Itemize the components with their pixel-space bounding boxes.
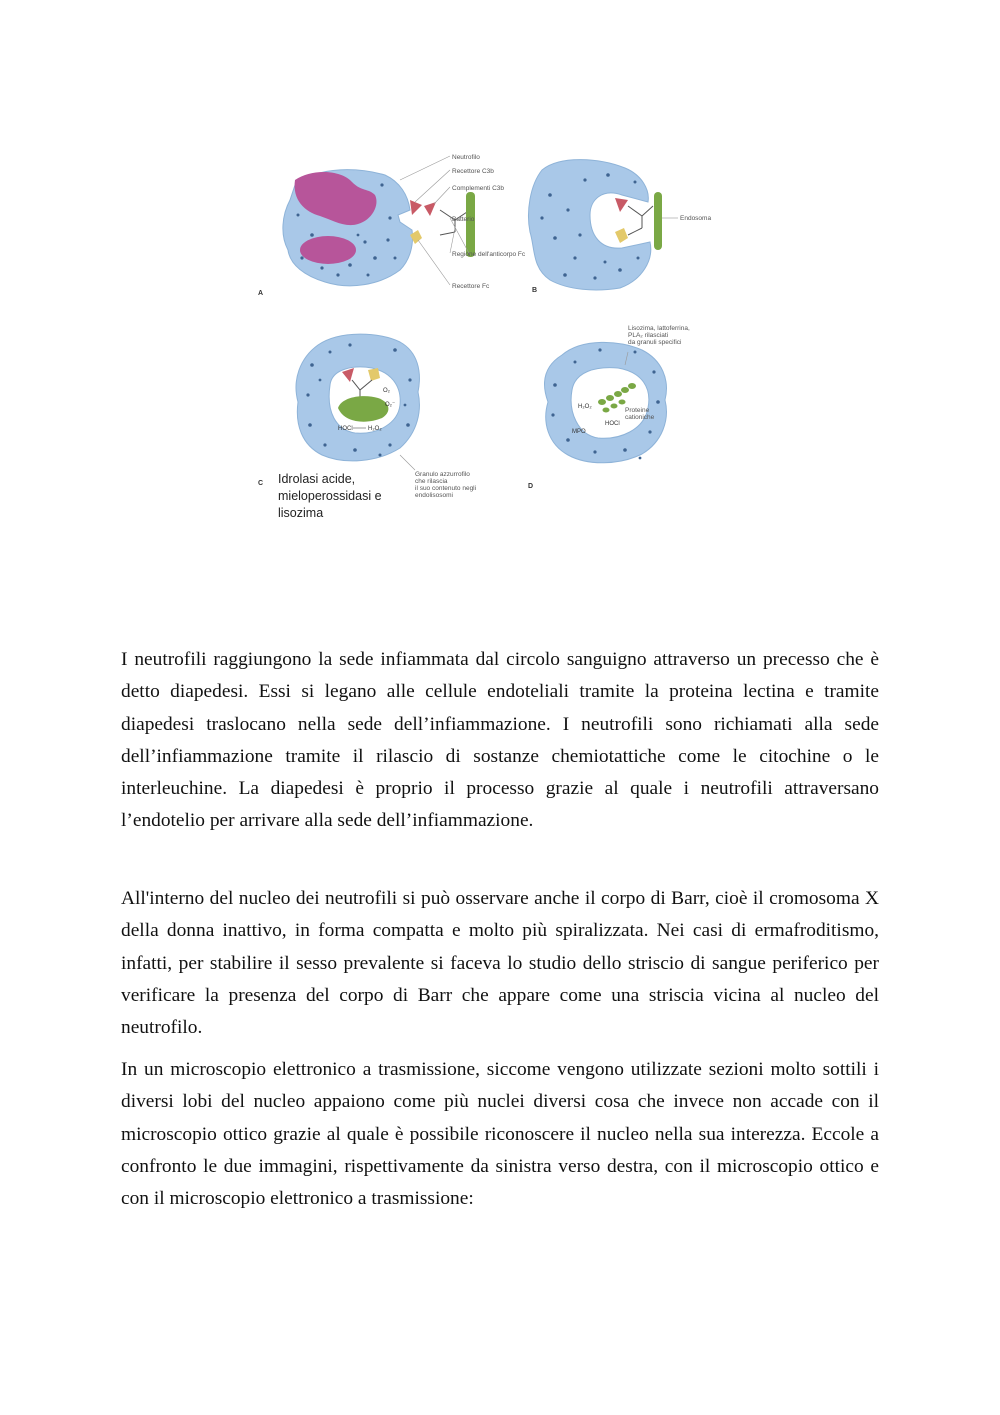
bacterium-b — [654, 192, 662, 250]
label-endosoma: Endosoma — [680, 215, 712, 222]
caption-c-line3: lisozima — [278, 506, 324, 520]
paragraph-2-text: All'interno del nucleo dei neutrofili si può osservare anche il corpo di Barr, cioè il cromosoma X della donna inattivo, in forma compatta e molto più spiralizzata. Nei casi di ermafroditismo, infatti, per stabilire il sesso prevalente si faceva lo studio dello striscio di sangue periferico per verificare la presenza del corpo di Barr che appare come una striscia vicina al nucleo del neutrofilo. — [121, 888, 879, 1039]
nucleus-lobe-a — [300, 236, 356, 264]
panel-label-b: B — [532, 287, 538, 294]
chem-o2: O₂ — [383, 388, 390, 394]
panel-label-a: A — [258, 290, 264, 297]
caption-c-line2: mieloperossidasi e — [278, 489, 382, 503]
chem-hocl-c: HOCl — [338, 426, 353, 432]
label-proteine-cationiche: Proteine cationiche — [625, 407, 655, 421]
bacterium-a — [466, 192, 475, 257]
neutrophil-cell-b — [529, 160, 651, 290]
panel-label-c: C — [258, 480, 264, 487]
c3b-receptor-b — [615, 198, 628, 212]
chem-h2o2-d: H₂O₂ — [578, 404, 592, 410]
label-lisozima: Lisozima, lattoferrina, PLA₂ rilasciati da granuli specifici — [628, 325, 690, 346]
chem-o2-minus: O₂⁻ — [385, 402, 396, 408]
label-complementi-c3b: Complementi C3b — [452, 185, 505, 192]
paragraph-corpo-di-barr — [121, 883, 879, 1044]
panel-b — [529, 160, 712, 294]
paragraph-diapedesi — [121, 644, 879, 838]
label-recettore-c3b: Recettore C3b — [452, 168, 494, 175]
chem-mpo: MPO — [572, 429, 586, 435]
label-regione-fc: Regione dell'anticorpo Fc — [452, 251, 526, 258]
neutrophil-phagocytosis-figure — [250, 140, 720, 535]
panel-c — [258, 334, 478, 520]
panel-a — [258, 154, 526, 297]
antibody-b — [628, 206, 653, 235]
chem-hocl-d: HOCl — [605, 421, 620, 427]
label-granulo-azzurrofilo: Granulo azzurrofilo che rilascia il suo contenuto negli endolisosomi — [415, 471, 477, 499]
chem-h2o2-c: H₂O₂ — [368, 426, 382, 432]
label-batterio: Batterio — [452, 216, 475, 223]
fc-receptor-b — [615, 228, 628, 243]
label-recettore-fc: Recettore Fc — [452, 283, 490, 290]
paragraph-microscopio — [121, 1054, 879, 1215]
caption-c-line1: Idrolasi acide, — [278, 472, 356, 486]
c3b-receptor-a — [410, 200, 422, 215]
paragraph-1-text: I neutrofili raggiungono la sede infiammata dal circolo sanguigno attraverso un precesso che è detto diapedesi. Essi si legano alle cellule endoteliali tramite la proteina lectina e tramite diapedesi traslocano nella sede dell’infiammazione. I neutrofili sono richiamati alla sede dell’infiammazione tramite il rilascio di sostanze chemiotattiche come le citochine o le interleuchine. La diapedesi è proprio il processo grazie al quale i neutrofili attraversano l’endotelio per arrivare alla sede dell’infiammazione. — [121, 649, 879, 832]
panel-d — [528, 325, 692, 490]
label-neutrofilo: Neutrofilo — [452, 154, 480, 161]
panel-label-d: D — [528, 483, 534, 490]
paragraph-3-text: In un microscopio elettronico a trasmissione, siccome vengono utilizzate sezioni molto sottili i diversi lobi del nucleo appaiono come più nuclei diversi cosa che invece non accade con il microscopio ottico grazie al quale è possibile riconoscere il nucleo nella sua interezza. Eccole a confronto le due immagini, rispettivamente da sinistra verso destra, con il microscopio ottico e con il microscopio elettronico a trasmissione: — [121, 1059, 879, 1210]
